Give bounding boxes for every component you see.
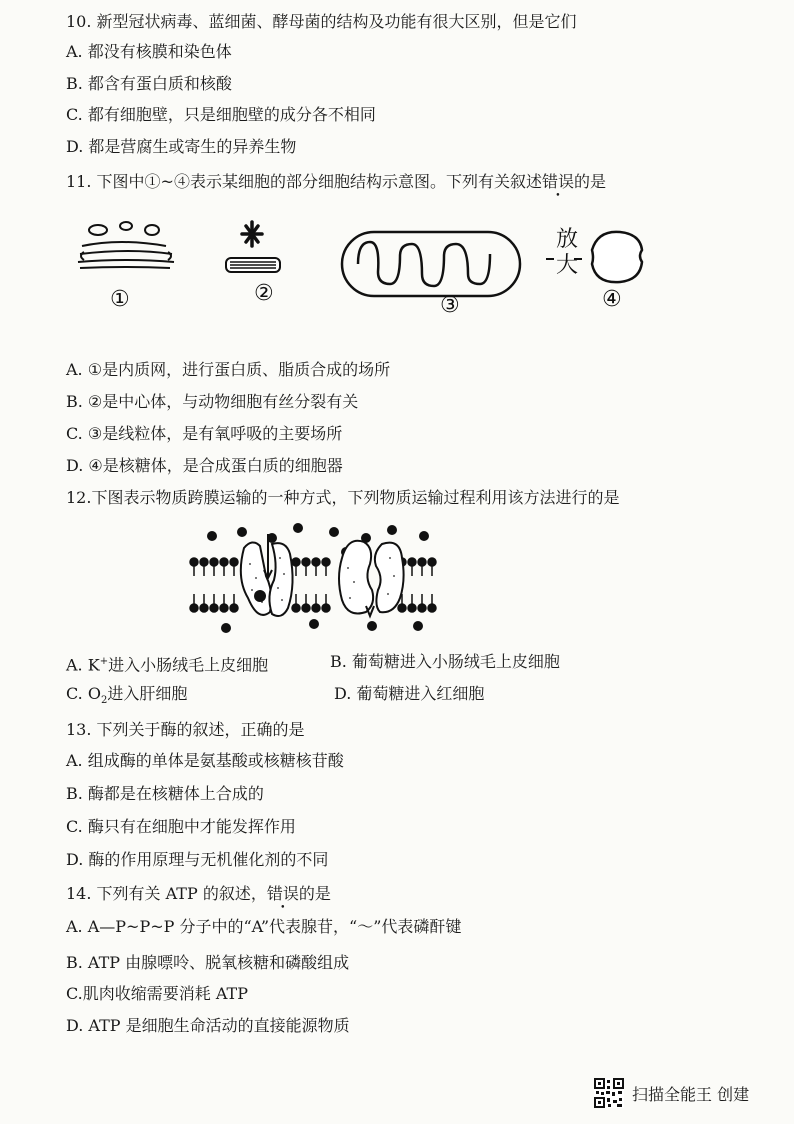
q11-option-d: D. ④是核糖体，是合成蛋白质的细胞器 — [66, 456, 343, 475]
q13-stem: 13. 下列关于酶的叙述，正确的是 — [66, 720, 305, 739]
q11-stem-text: 11. 下图中①~④表示某细胞的部分细胞结构示意图。下列有关叙述 — [66, 172, 542, 191]
q10-option-a: A. 都没有核膜和染色体 — [66, 42, 232, 61]
carrier-protein-2 — [339, 541, 404, 616]
q10-option-d: D. 都是营腐生或寄生的异养生物 — [66, 137, 297, 156]
q13-option-b: B. 酶都是在核糖体上合成的 — [66, 784, 264, 803]
q13-option-c: C. 酶只有在细胞中才能发挥作用 — [66, 817, 296, 836]
q11-option-b: B. ②是中心体，与动物细胞有丝分裂有关 — [66, 392, 359, 411]
q11-figure — [70, 212, 670, 322]
q14-stem-emphasis: 错误 — [266, 884, 299, 903]
carrier-protein-1 — [241, 534, 293, 616]
fig-label-4: ④ — [602, 287, 622, 312]
scanner-watermark — [594, 1078, 749, 1108]
q11-stem-emphasis: 错误 — [541, 172, 574, 191]
structure-2-centriole — [226, 222, 280, 272]
q11-option-c: C. ③是线粒体，是有氧呼吸的主要场所 — [66, 424, 343, 443]
q11-stem-end: 的是 — [573, 172, 606, 191]
structure-3-mitochondrion — [342, 232, 520, 296]
q12-a-prefix: A. K — [66, 655, 100, 675]
q11-option-a: A. ①是内质网，进行蛋白质、脂质合成的场所 — [66, 360, 391, 379]
q10-option-c: C. 都有细胞壁，只是细胞壁的成分各不相同 — [66, 105, 376, 124]
q13-option-a: A. 组成酶的单体是氨基酸或核糖核苷酸 — [66, 751, 344, 770]
qr-code-icon — [594, 1078, 624, 1108]
structure-1-golgi — [78, 222, 174, 268]
fig4-label-fang: 放 — [556, 227, 579, 252]
fig-label-2: ② — [254, 281, 274, 306]
watermark-text: 扫描全能王 创建 — [632, 1084, 750, 1104]
q10-option-b: B. 都含有蛋白质和核酸 — [66, 74, 232, 93]
q12-c-text: 进入肝细胞 — [107, 684, 188, 703]
q14-stem — [66, 884, 331, 904]
q14-option-b: B. ATP 由腺嘌呤、脱氧核糖和磷酸组成 — [66, 953, 350, 972]
solute-dots-bottom — [221, 619, 423, 633]
q12-a-sup: + — [99, 656, 109, 667]
q11-stem — [66, 172, 606, 192]
q14-stem-text: 14. 下列有关 ATP 的叙述， — [66, 884, 267, 903]
fig-label-1: ① — [110, 287, 130, 312]
structure-4-ribosome — [546, 227, 642, 282]
q12-membrane-figure — [186, 518, 440, 640]
q13-option-d: D. 酶的作用原理与无机催化剂的不同 — [66, 850, 329, 869]
q12-option-c — [66, 684, 187, 711]
q10-stem: 10. 新型冠状病毒、蓝细菌、酵母菌的结构及功能有很大区别，但是它们 — [66, 12, 577, 31]
q12-option-d: D. 葡萄糖进入红细胞 — [334, 684, 485, 703]
q12-c-prefix: C. O — [66, 684, 101, 703]
q12-option-b: B. 葡萄糖进入小肠绒毛上皮细胞 — [330, 652, 560, 671]
fig4-label-da: 大 — [556, 253, 579, 278]
q12-a-text: 进入小肠绒毛上皮细胞 — [108, 655, 269, 675]
q12-stem: 12.下图表示物质跨膜运输的一种方式，下列物质运输过程利用该方法进行的是 — [66, 488, 620, 507]
q12-c-sub: 2 — [100, 695, 108, 707]
q14-option-d: D. ATP 是细胞生命活动的直接能源物质 — [66, 1016, 350, 1035]
q14-option-a: A. A—P~P~P 分子中的“A”代表腺苷，“～”代表磷酐键 — [66, 917, 462, 936]
q14-option-c: C.肌肉收缩需要消耗 ATP — [66, 984, 248, 1003]
q14-stem-end: 的是 — [298, 884, 331, 903]
q12-option-a — [66, 652, 268, 675]
fig-label-3: ③ — [440, 293, 460, 318]
